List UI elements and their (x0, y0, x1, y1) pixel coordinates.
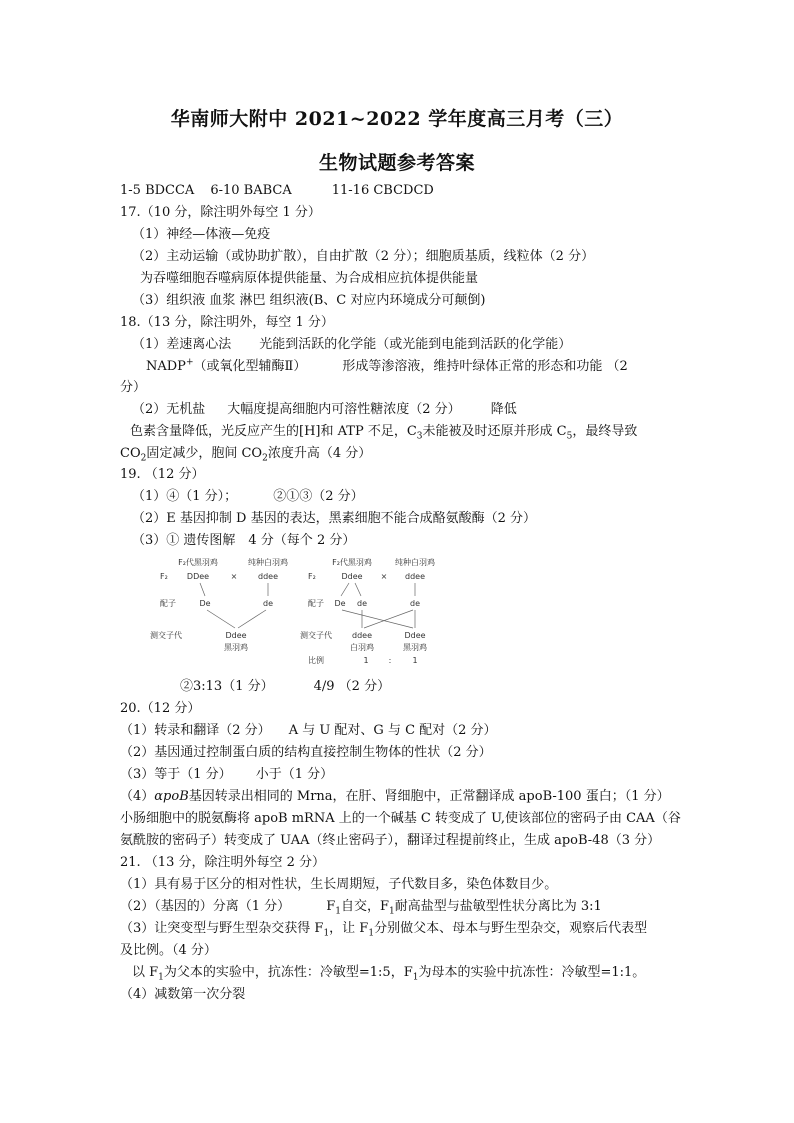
d1-parent1-label: F₂代黑羽鸡 (178, 558, 218, 567)
d2-line-p1-g1 (341, 583, 349, 596)
q20-1b: A 与 U 配对、G 与 C 配对（2 分） (288, 723, 497, 738)
q18-2c: 形成等渗溶液，维持叶绿体正常的形态和功能 （2 (342, 359, 628, 374)
mc-11-16: 11-16 CBCDCD (331, 183, 434, 198)
q18-1b: 光能到活跃的化学能（或光能到电能到活跃的化学能） (259, 337, 572, 352)
q21-2b: F (326, 899, 336, 914)
d1-line-p1-g1 (200, 583, 205, 596)
q21-3c: 分别做父本、母本与野生型杂交，观察后代表型 (374, 921, 648, 936)
d1-offspring-phenotype: 黑羽鸡 (224, 643, 248, 652)
q20-line-5: 小肠细胞中的脱氨酶将 apoB mRNA 上的一个碱基 C 转变成了 U,使该部位的密码子由 CAA（谷 (120, 811, 681, 826)
q18-line-1 (132, 337, 571, 353)
d2-parent2-label: 纯种白羽鸡 (395, 558, 435, 567)
q21-3s1: 1 (323, 928, 330, 939)
d2-gamete-3: de (410, 599, 420, 608)
mc-1-5: 1-5 BDCCA (120, 183, 195, 198)
q19-line-1 (132, 489, 364, 505)
d2-offspring-2-phenotype: 黑羽鸡 (403, 643, 427, 652)
d2-parent2-genotype: ddee (405, 572, 425, 581)
q18-head: 18.（13 分，除注明外，每空 1 分） (120, 315, 334, 330)
genetic-diagram-1 (150, 556, 295, 656)
q17-line-4: （3）组织液 血浆 淋巴 组织液(B、C 对应内环境成分可颠倒) (132, 293, 486, 308)
d2-parent1-genotype: Ddee (341, 572, 363, 581)
q21-line-4: 及比例。（4 分） (120, 943, 217, 958)
q20-line-1 (120, 723, 497, 739)
d2-line-p1-g2 (355, 583, 361, 596)
d1-f2: F₂ (160, 572, 168, 581)
d2-cross: × (380, 572, 388, 581)
q19-line-2: （2）E 基因抑制 D 基因的表达，黑素细胞不能合成酪氨酸酶（2 分） (132, 511, 536, 526)
page-subtitle: 生物试题参考答案 (318, 152, 475, 174)
q21-2s1: 1 (335, 906, 341, 917)
d2-gamete-2: de (357, 599, 367, 608)
d2-gamete-1: De (334, 599, 346, 608)
d2-ratio-colon: : (388, 656, 392, 665)
d2-line-g3-o1 (364, 610, 413, 628)
d2-offspring-1-phenotype: 白羽鸡 (350, 643, 374, 652)
q20-line-3 (120, 767, 333, 783)
q18-line-2 (146, 359, 628, 375)
d2-ratio-label: 比例 (308, 656, 324, 665)
d1-cross: × (230, 572, 238, 581)
d2-ratio-2: 1 (412, 656, 418, 665)
d2-offspring-1-genotype: ddee (352, 631, 372, 640)
d1-parent1-genotype: DDee (186, 572, 210, 581)
q18-6b: 固定减少，胞间 CO (146, 446, 263, 461)
q18-5s2: 5 (566, 431, 573, 442)
q20-line-4 (120, 789, 670, 805)
d1-line-g2-o1 (238, 610, 266, 628)
q18-6a: CO (120, 446, 141, 461)
q17-line-1: （1）神经—体液—免疫 (132, 227, 271, 242)
q17-head: 17.（10 分，除注明外每空 1 分） (120, 205, 321, 220)
q20-line-2: （2）基因通过控制蛋白质的结构直接控制生物体的性状（2 分） (120, 745, 492, 760)
d1-gamete-2: de (263, 599, 273, 608)
q19-4a: ②3:13（1 分） (180, 679, 274, 694)
q21-head: 21. （13 分，除注明外每空 2 分） (120, 855, 326, 870)
q20-1a: （1）转录和翻译（2 分） (120, 723, 271, 738)
q19-1b: ②①③（2 分） (273, 489, 364, 504)
q21-2s2: 1 (388, 906, 395, 917)
q18-2a: NADP (146, 359, 186, 374)
q18-4a: （2）无机盐 (132, 402, 206, 417)
q21-5s1: 1 (158, 972, 164, 983)
q20-head: 20.（12 分） (120, 701, 201, 716)
q21-3s2: 1 (368, 928, 375, 939)
q21-5c: 为母本的实验中抗冻性：冷敏型=1:1。 (418, 965, 646, 980)
q21-line-1: （1）具有易于区分的相对性状，生长周期短，子代数目多，染色体数目少。 (120, 877, 558, 892)
q21-3b: ，让 F (329, 921, 369, 936)
q21-5s2: 1 (412, 972, 419, 983)
q18-line-5 (130, 424, 637, 440)
q21-line-2 (120, 899, 602, 915)
q18-4c: 降低 (490, 402, 517, 417)
q20-4i: αpoB (154, 789, 189, 804)
q18-6s1: 2 (140, 453, 147, 464)
d1-gamete-1: De (199, 599, 211, 608)
d2-gamete-label: 配子 (308, 599, 324, 608)
q18-line-4 (132, 402, 517, 418)
d2-line-g1-o2 (342, 610, 413, 628)
q21-line-5 (132, 965, 645, 981)
q18-1a: （1）差速离心法 (132, 337, 232, 352)
q18-5c: ，最终导致 (572, 424, 638, 439)
q19-4b: 4/9 （2 分） (313, 679, 391, 694)
q20-4a: （4） (120, 789, 155, 804)
q18-line-6 (120, 446, 371, 462)
d1-parent2-genotype: ddee (258, 572, 278, 581)
d1-line-g1-o1 (207, 610, 235, 628)
d2-offspring-label: 测交子代 (300, 631, 332, 640)
mc-6-10: 6-10 BABCA (210, 183, 292, 198)
q20-line-6: 氨酰胺的密码子）转变成了 UAA（终止密码子），翻译过程提前终止，生成 apoB-48（3 分） (120, 833, 661, 848)
q19-line-3: （3）① 遗传图解 4 分（每个 2 分） (132, 533, 356, 548)
q18-2sup: + (185, 357, 194, 368)
q18-4b: 大幅度提高细胞内可溶性糖浓度（2 分） (227, 402, 461, 417)
d1-offspring-label: 测交子代 (150, 631, 182, 640)
q18-5b: 未能被及时还原并形成 C (422, 424, 567, 439)
q19-line-4 (180, 679, 390, 695)
q18-2b: （或氧化型辅酶Ⅱ） (193, 359, 307, 374)
page-title: 华南师大附中 2021~2022 学年度高三月考（三） (170, 108, 624, 130)
q18-5s1: 3 (416, 431, 423, 442)
q18-6s2: 2 (262, 453, 268, 464)
q21-2d: 耐高盐型与盐敏型性状分离比为 3:1 (394, 899, 602, 914)
q20-3a: （3）等于（1 分） (120, 767, 232, 782)
q17-line-3: 为吞噬细胞吞噬病原体提供能量、为合成相应抗体提供能量 (140, 271, 479, 286)
q18-6c: 浓度升高（4 分） (267, 446, 372, 461)
q19-1a: （1）④（1 分）； (132, 489, 238, 504)
q21-line-3 (120, 921, 647, 937)
q21-5a: 以 F (132, 965, 159, 980)
d2-offspring-2-genotype: Ddee (404, 631, 426, 640)
q21-5b: 为父本的实验中，抗冻性：冷敏型=1:5，F (163, 965, 413, 980)
d1-parent2-label: 纯种白羽鸡 (248, 558, 288, 567)
genetic-diagram-2 (300, 556, 440, 668)
d1-offspring-genotype: Ddee (225, 631, 247, 640)
q21-2c: 自交，F (340, 899, 389, 914)
q19-head: 19. （12 分） (120, 467, 205, 482)
q20-4b: 基因转录出相同的 Mrna，在肝、肾细胞中，正常翻译成 apoB-100 蛋白；（1 分） (188, 789, 670, 804)
q17-line-2: （2）主动运输（或协助扩散），自由扩散（2 分）；细胞质基质，线粒体（2 分） (132, 249, 595, 264)
q21-line-6: （4）减数第一次分裂 (120, 987, 246, 1002)
mc-answers (120, 183, 434, 199)
d2-f2: F₂ (308, 572, 316, 581)
q18-5a: 色素含量降低，光反应产生的[H]和 ATP 不足，C (130, 424, 417, 439)
q20-3b: 小于（1 分） (255, 767, 334, 782)
d1-gamete-label: 配子 (160, 599, 176, 608)
q21-3a: （3）让突变型与野生型杂交获得 F (120, 921, 324, 936)
q21-2a: （2）（基因的）分离（1 分） (120, 899, 291, 914)
q18-line-3: 分） (120, 380, 147, 395)
d2-ratio-1: 1 (363, 656, 369, 665)
d2-parent1-label: F₂代黑羽鸡 (332, 558, 372, 567)
